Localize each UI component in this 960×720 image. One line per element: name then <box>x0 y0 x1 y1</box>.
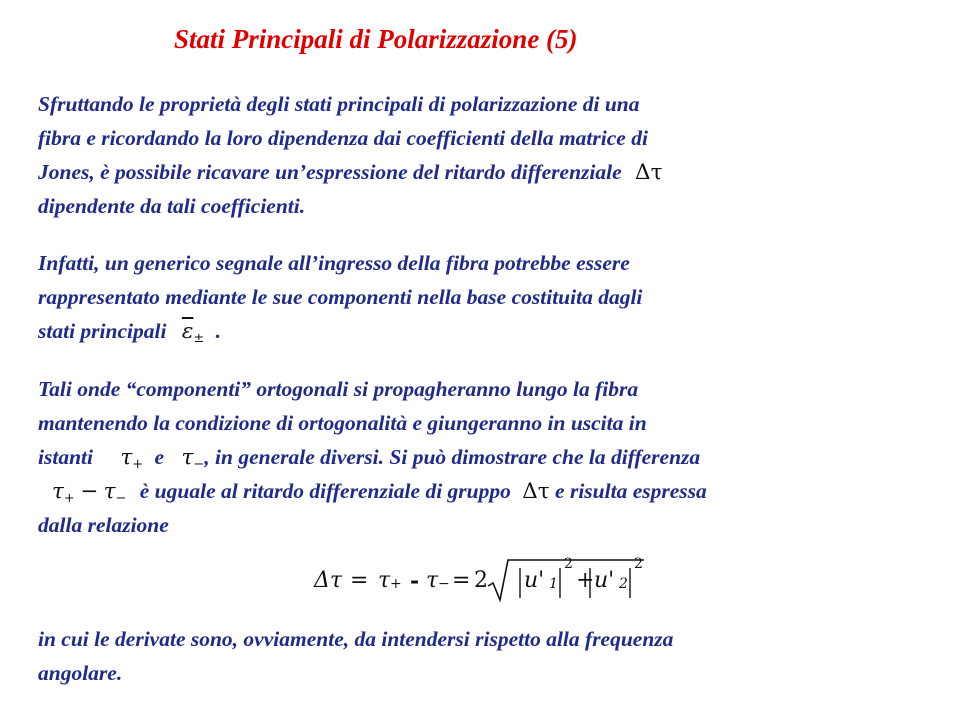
equation-coefficient: 2 <box>474 568 488 593</box>
epsilon-subscript: ± <box>193 331 205 346</box>
epsilon-symbol: $\overline{\varepsilon}$ <box>181 319 194 344</box>
paragraph-3-line-2: mantenendo la condizione di ortogonalità e giungeranno in uscita in <box>38 411 647 435</box>
paragraph-2-line-2: rappresentato mediante le sue componenti nella base costituita dagli <box>38 285 643 309</box>
tau-difference-tau-plus: τ <box>52 479 64 504</box>
paragraph-1-line-1: Sfruttando le proprietà degli stati principali di polarizzazione di una <box>38 92 640 116</box>
paragraph-3-line-3 <box>38 440 918 474</box>
paragraph-4-line-1: in cui le derivate sono, ovviamente, da intendersi rispetto alla frequenza <box>38 627 674 651</box>
tau-difference-tau-minus: τ <box>103 479 116 504</box>
equation-tau-plus-subscript: + <box>390 576 402 592</box>
paragraph-3-line-3-text-b: e <box>154 445 165 469</box>
paragraph-3-line-4-text-a: è uguale al ritardo differenziale di gruppo <box>139 479 511 503</box>
equation-u1-power: 2 <box>564 556 573 572</box>
paragraph-1-line-3 <box>38 155 918 189</box>
equation-tau-minus: τ <box>426 568 439 593</box>
slide-title: Stati Principali di Polarizzazione (5) <box>174 24 578 54</box>
equation-tau-plus: τ <box>378 568 391 593</box>
paragraph-2 <box>38 246 918 348</box>
paragraph-1-line-3-text: Jones, è possibile ricavare un’espressione del ritardo differenziale <box>38 160 622 184</box>
paragraph-1 <box>38 87 918 223</box>
equation-equals-1: = <box>350 568 369 593</box>
delta-tau-symbol-2: Δτ <box>522 479 550 504</box>
equation-equals-2: = <box>452 568 471 593</box>
equation-u1: u' <box>524 568 545 593</box>
paragraph-2-line-3 <box>38 314 918 348</box>
paragraph-2-line-1: Infatti, un generico segnale all’ingresso della fibra potrebbe essere <box>38 251 630 275</box>
paragraph-3-line-3-text-c: , in generale diversi. Si può dimostrare che la differenza <box>204 445 701 469</box>
paragraph-3-line-4-text-b: e risulta espressa <box>555 479 707 503</box>
equation-plus: + <box>576 568 595 593</box>
paragraph-2-line-3-period: . <box>215 319 222 343</box>
equation-tau-minus-subscript: − <box>438 576 450 592</box>
delta-tau-symbol: Δτ <box>635 160 663 185</box>
paragraph-4 <box>38 622 918 690</box>
tau-difference-plus-subscript: + <box>63 491 75 506</box>
paragraph-3 <box>38 372 918 542</box>
tau-difference-minus-sign: − <box>80 479 99 504</box>
tau-plus-subscript: + <box>132 457 144 472</box>
paragraph-1-line-4: dipendente da tali coefficienti. <box>38 194 306 218</box>
paragraph-3-line-5: dalla relazione <box>38 513 169 537</box>
equation-u2-power: 2 <box>634 556 643 572</box>
tau-plus-symbol: τ <box>120 445 133 470</box>
tau-minus-subscript: − <box>193 457 205 472</box>
tau-minus-symbol: τ <box>181 445 194 470</box>
paragraph-3-line-3-text-a: istanti <box>38 445 93 469</box>
equation-u2-subscript: 2 <box>619 576 628 592</box>
paragraph-1-line-2: fibra e ricordando la loro dipendenza dai coefficienti della matrice di <box>38 126 648 150</box>
paragraph-3-line-4 <box>38 474 918 508</box>
paragraph-4-line-2: angolare. <box>38 661 123 685</box>
tau-difference-minus-subscript: − <box>115 491 127 506</box>
equation-u2: u' <box>594 568 615 593</box>
paragraph-2-line-3-text: stati principali <box>38 319 167 343</box>
equation-u1-subscript: 1 <box>549 576 558 592</box>
equation-dash: - <box>410 568 420 594</box>
paragraph-3-line-1: Tali onde “componenti” ortogonali si propagheranno lungo la fibra <box>38 377 639 401</box>
equation-lhs: Δτ <box>314 568 343 593</box>
